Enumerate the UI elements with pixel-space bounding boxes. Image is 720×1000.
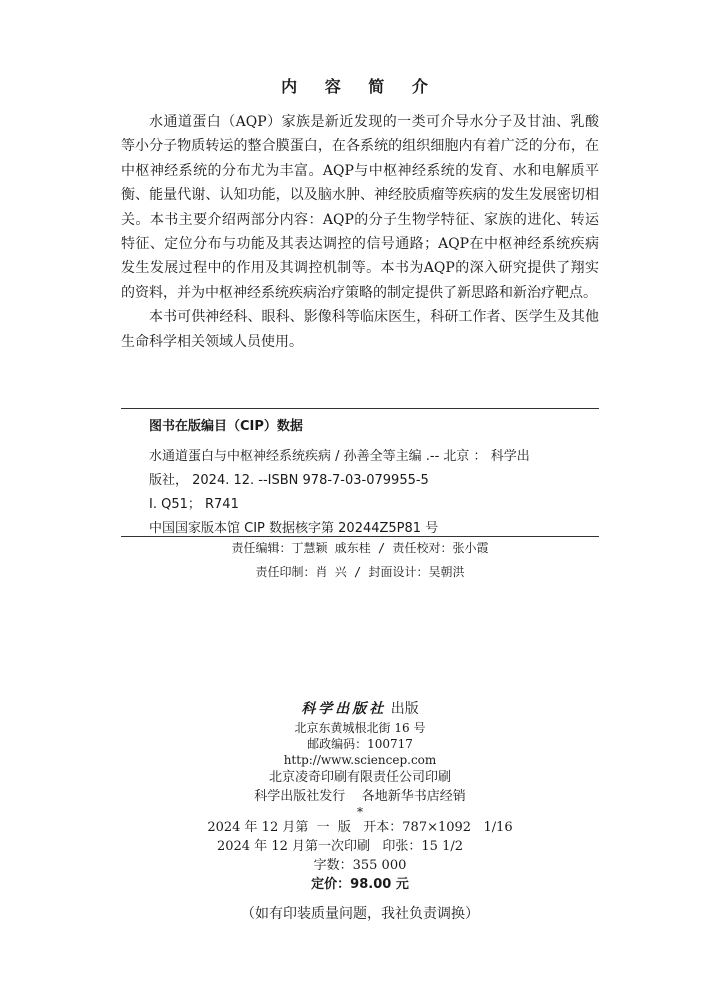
introduction [121,110,599,354]
publisher-block [0,698,720,768]
page-title: 内 容 简 介 [281,77,439,96]
credits-editors: 责任编辑：丁慧颖 戚东桂 / 责任校对：张小霞 [231,541,489,555]
cip-line: 水通道蛋白与中枢神经系统疾病 / 孙善全等主编 .-- 北京 ： 科学出 [149,449,530,464]
publisher-website: http://www.sciencep.com [283,753,437,767]
edition-info: 2024 年 12 月第 一 版 开本：787×1092 1/16 [207,820,513,835]
publisher-line [0,698,720,720]
cip-block [121,415,599,541]
printing-info [0,768,720,894]
printing-count: 2024 年 12 月第一次印刷 印张：15 1/2 [216,839,464,854]
intro-paragraph: 本书可供神经科、眼科、影像科等临床医生，科研工作者、医学生及其他生命科学相关领域人员使用。 [121,309,599,350]
credits-production: 责任印制：肖 兴 / 封面设计：吴朝洪 [255,565,465,579]
word-count: 字数：355 000 [313,858,407,873]
separator-star: * [357,805,363,819]
publisher-address: 北京东黄城根北街 16 号 [294,721,426,735]
credits [0,536,720,584]
cip-heading: 图书在版编目（CIP）数据 [149,419,303,434]
price: 定价：98.00 元 [311,877,409,892]
quality-notice: （如有印装质量问题，我社负责调换） [241,906,479,922]
publisher-logo: 科学出版社 [301,701,387,717]
distribution: 科学出版社发行 各地新华书店经销 [254,789,466,804]
publisher-postcode: 邮政编码：100717 [307,737,413,751]
cip-line: 中国国家版本馆 CIP 数据核字第 20244Z5P81 号 [149,521,439,536]
printer: 北京凌奇印刷有限责任公司印刷 [268,770,451,785]
intro-paragraph: 水通道蛋白（AQP）家族是新近发现的一类可介导水分子及甘油、乳酸等小分子物质转运的整合膜蛋白，在各系统的组织细胞内有着广泛的分布，在中枢神经系统的分布尤为丰富。AQP与中枢神经系统的发育、水和电解质平衡、能量代谢、认知功能，以及脑水肿、神经胶质瘤等疾病的发生发展密切相关。本书主要介绍两部分内容：AQP的分子生物学特征、家族的进化、转运特征、定位分布与功能及其表达调控的信号通路；AQP在中枢神经系统疾病发生发展过程中的作用及其调控机制等。本书为AQP的深入研究提供了翔实的资料，并为中枢神经系统疾病治疗策略的制定提供了新思路和新治疗靶点。 [121,114,599,301]
cip-line: 版社， 2024. 12. --ISBN 978-7-03-079955-5 [149,473,429,488]
publisher-suffix: 出版 [390,701,419,717]
cip-line: Ⅰ. Q51； R741 [149,497,239,512]
cip-top-rule [121,408,599,409]
